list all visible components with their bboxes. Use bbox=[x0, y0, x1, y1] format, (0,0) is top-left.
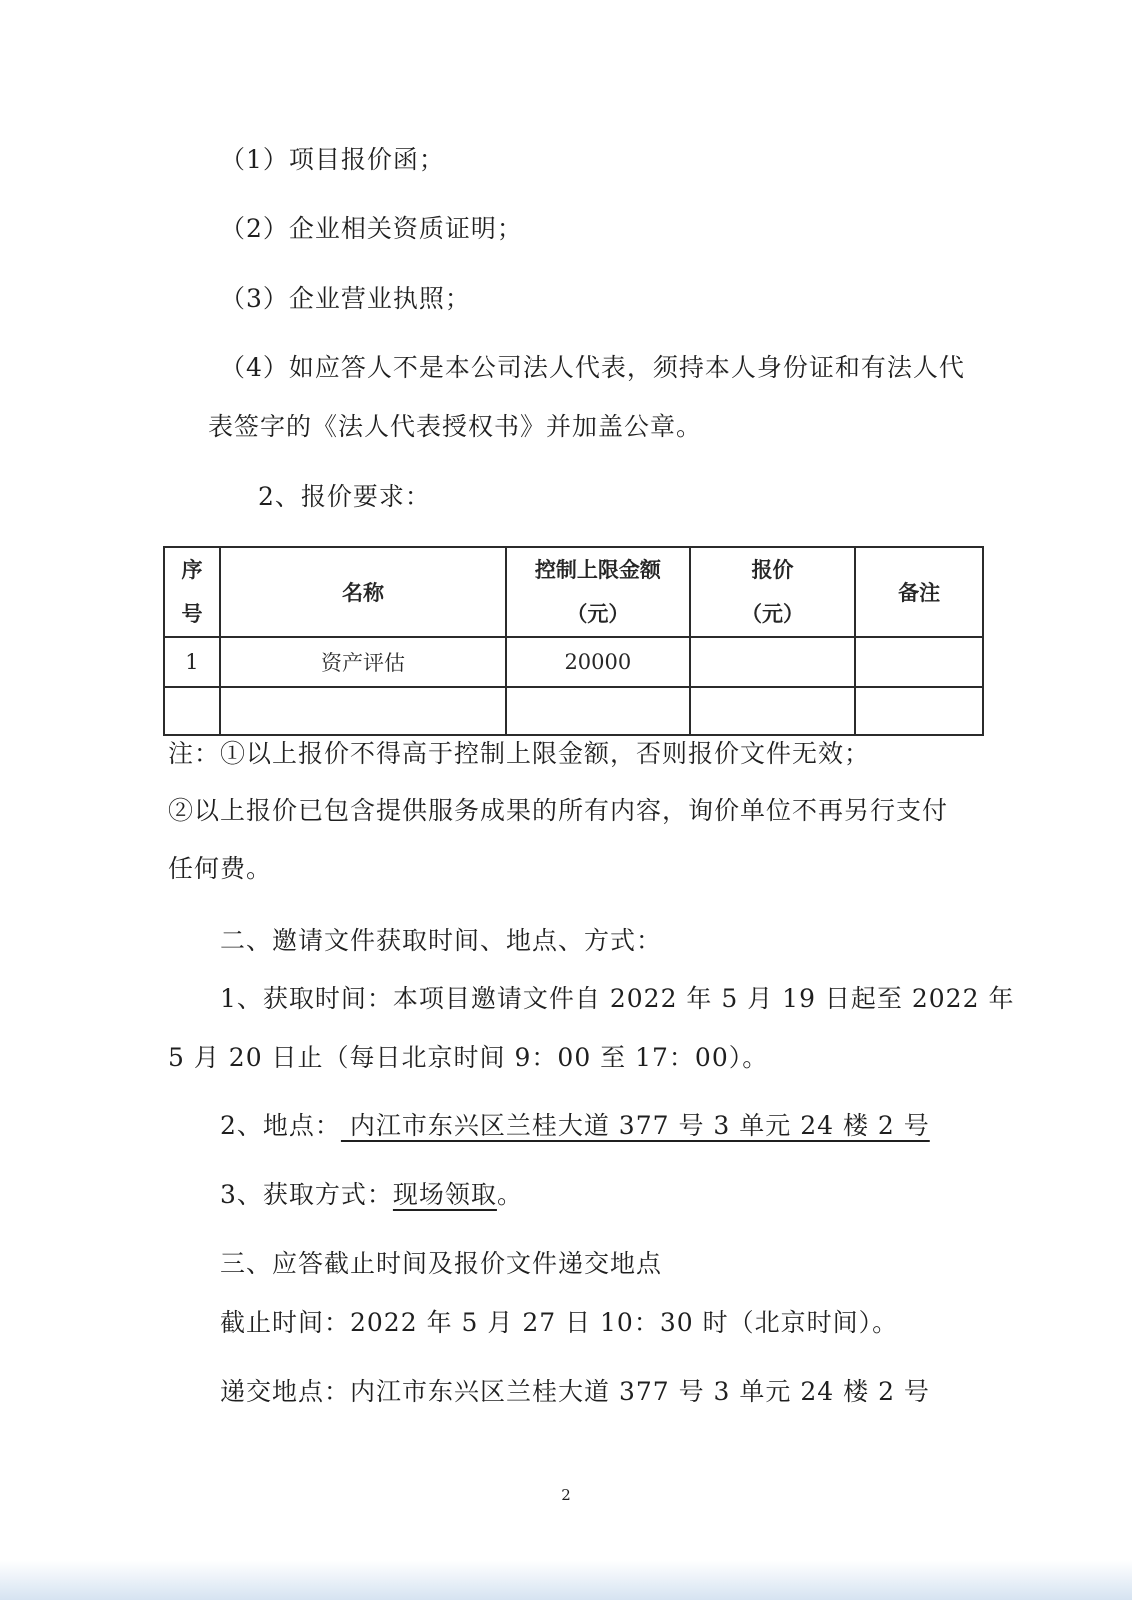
section-2-heading: 二、邀请文件获取时间、地点、方式： bbox=[220, 926, 663, 955]
header-price: 报价 （元） bbox=[690, 547, 856, 637]
cell-remark bbox=[855, 687, 983, 735]
quote-requirements-heading: 2、报价要求： bbox=[258, 482, 431, 511]
fetch-place-value: 内江市东兴区兰桂大道 377 号 3 单元 24 楼 2 号 bbox=[340, 1111, 930, 1140]
cell-seq: 1 bbox=[164, 637, 220, 687]
table-header-row bbox=[164, 547, 983, 637]
note-2: ②以上报价已包含提供服务成果的所有内容，询价单位不再另行支付 bbox=[168, 796, 949, 825]
cell-limit bbox=[506, 687, 690, 735]
quote-table bbox=[163, 546, 984, 736]
page-number: 2 bbox=[561, 1486, 571, 1504]
scan-edge bbox=[0, 1560, 1132, 1600]
cell-limit: 20000 bbox=[506, 637, 690, 687]
cell-price bbox=[690, 687, 856, 735]
note-2-cont: 任何费。 bbox=[168, 854, 273, 883]
fetch-place-label: 2、地点： bbox=[220, 1111, 341, 1140]
cell-seq bbox=[164, 687, 220, 735]
note-1: 注：①以上报价不得高于控制上限金额，否则报价文件无效； bbox=[168, 739, 871, 768]
header-remark: 备注 bbox=[855, 547, 983, 637]
cell-remark bbox=[855, 637, 983, 687]
material-item-4: （4）如应答人不是本公司法人代表，须持本人身份证和有法人代 bbox=[220, 353, 965, 382]
cell-name: 资产评估 bbox=[220, 637, 506, 687]
cell-name bbox=[220, 687, 506, 735]
header-name: 名称 bbox=[220, 547, 506, 637]
fetch-time-line-2: 5 月 20 日止（每日北京时间 9：00 至 17：00）。 bbox=[168, 1043, 769, 1072]
fetch-method: 3、获取方式：现场领取。 bbox=[220, 1180, 523, 1209]
header-limit: 控制上限金额 （元） bbox=[506, 547, 690, 637]
material-item-4-cont: 表签字的《法人代表授权书》并加盖公章。 bbox=[208, 412, 703, 441]
table-row bbox=[164, 637, 983, 687]
fetch-place bbox=[220, 1109, 930, 1143]
deadline: 截止时间：2022 年 5 月 27 日 10：30 时（北京时间）。 bbox=[220, 1308, 899, 1337]
fetch-method-label: 3、获取方式： bbox=[220, 1180, 393, 1209]
table-row bbox=[164, 687, 983, 735]
section-3-heading: 三、应答截止时间及报价文件递交地点 bbox=[220, 1249, 663, 1278]
material-item-2: （2）企业相关资质证明； bbox=[220, 214, 523, 243]
material-item-3: （3）企业营业执照； bbox=[220, 284, 471, 313]
fetch-time-line-1: 1、获取时间：本项目邀请文件自 2022 年 5 月 19 日起至 2022 年 bbox=[220, 984, 1015, 1013]
material-item-1: （1）项目报价函； bbox=[220, 145, 445, 174]
fetch-method-value: 现场领取 bbox=[392, 1180, 497, 1209]
submit-location: 递交地点：内江市东兴区兰桂大道 377 号 3 单元 24 楼 2 号 bbox=[220, 1377, 930, 1406]
header-seq: 序 号 bbox=[164, 547, 220, 637]
cell-price bbox=[690, 637, 856, 687]
